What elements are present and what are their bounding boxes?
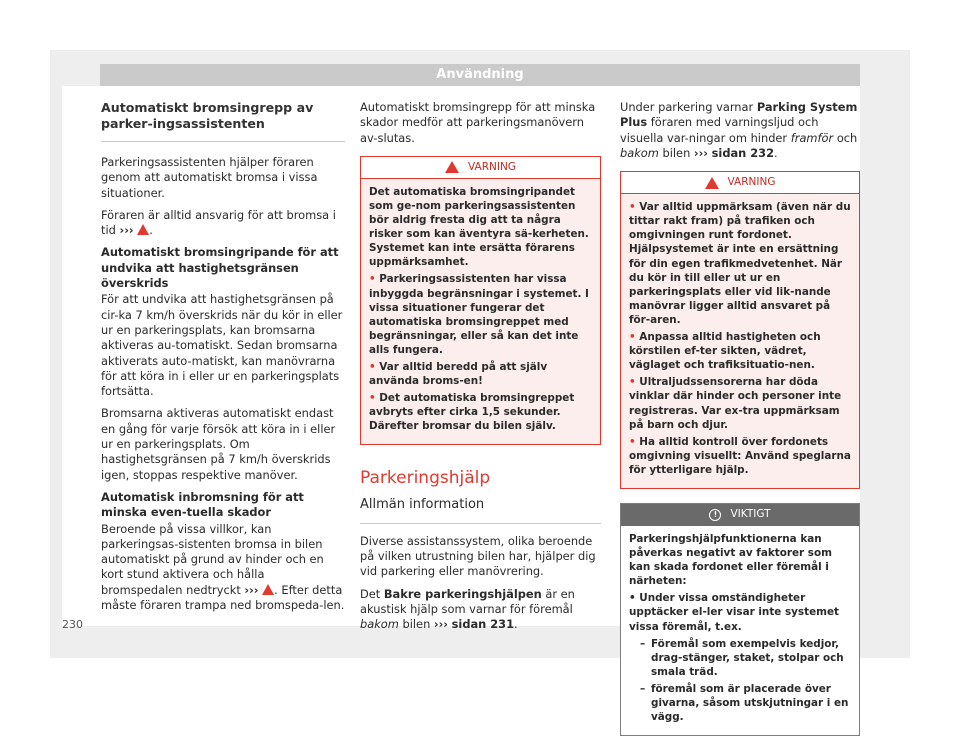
paragraph: Automatiskt bromsingrepp för att minska skador medför att parkeringsmanövern av-slutas. <box>360 100 596 145</box>
warning-item: • Var alltid beredd på att själv använda broms-en! <box>369 361 548 388</box>
paragraph: Under parkering varnar Parking System Plus föraren med varningsljud och visuella var-ningar om hinder framför och bakom bilen ››› sidan 232. <box>620 100 858 160</box>
paragraph: Diverse assistanssystem, olika beroende på vilken utrustning bilen har, hjälper dig vid parkering eller manövrering. <box>360 533 596 579</box>
section-title: Allmän information <box>360 489 601 523</box>
paragraph: Parkeringsassistenten hjälper föraren genom att automatiskt bromsa i vissa situationer. <box>101 155 318 200</box>
page-reference[interactable]: sidan 232 <box>711 145 775 160</box>
note-text: Parkeringshjälpfunktionerna kan påverkas negativt av faktorer som kan skada fordonet eller föremål i närheten: <box>629 532 832 588</box>
note-subitem: – föremål som är placerade över givarna, såsom utskjutningar i en vägg. <box>640 682 849 724</box>
warning-item: • Ultraljudssensorerna har döda vinklar där hinder och personer inte registreras. Var ex-tra uppmärksam på barn och djur. <box>629 376 842 431</box>
warning-text: Det automatiska bromsingripandet som ge-nom parkeringsassistenten bör aldrig fresta dig att ta några risker som kan äventyra sä-kerheten. Systemet kan inte ersätta förarens uppmärksamhet. <box>369 185 589 269</box>
section-title: Automatiskt bromsingrepp av parker-ingsassistenten <box>101 100 345 142</box>
page-number: 230 <box>62 618 83 631</box>
column-2 <box>360 100 601 640</box>
warning-header: VARNING <box>621 172 859 194</box>
note-item: • Under vissa omständigheter upptäcker el-ler visar inte systemet vissa föremål, t.ex. <box>629 592 839 633</box>
warning-item: • Ha alltid kontroll över fordonets omgivning visuellt: Använd speglarna för ytterligare hjälp. <box>629 435 851 476</box>
page-reference[interactable]: sidan 231 <box>451 617 515 632</box>
note-header: ! VIKTIGT <box>621 504 859 526</box>
warning-icon <box>445 161 459 173</box>
warning-item: • Anpassa alltid hastigheten och körstilen ef-ter sikten, vädret, väglaget och trafiksituatio-nen. <box>629 331 821 372</box>
warning-item: • Det automatiska bromsingreppet avbryts efter cirka 1,5 sekunder. Därefter bromsar du bilen själv. <box>369 392 575 433</box>
warning-box <box>360 156 601 446</box>
warning-box <box>620 171 860 489</box>
warning-icon <box>262 584 274 595</box>
info-icon: ! <box>709 509 721 521</box>
reference-arrow[interactable]: ››› <box>693 145 709 160</box>
chapter-header: Användning <box>100 64 860 86</box>
paragraph: Föraren är alltid ansvarig för att bromsa i tid ››› . <box>101 207 336 238</box>
paragraph: Bromsarna aktiveras automatiskt endast en gång för varje försök att köra in i eller ur en parkeringsplats. Om hastighetsgränsen på 7 km/h överskrids igen, stoppas respektive manöver. <box>101 406 336 482</box>
paragraph: Beroende på vissa villkor, kan parkeringsas-sistenten bromsa in bilen automatiskt på grund av hinder och en kort stund aktivera och hålla bromspedalen nedtryckt ››› . Efter detta måste föraren trampa ned bromspeda-len. <box>101 521 345 613</box>
reference-arrow[interactable]: ››› <box>244 582 259 597</box>
subheading: Automatiskt bromsingripande för att undvika att hastighetsgränsen överskrids <box>101 245 339 291</box>
warning-header: VARNING <box>361 157 600 179</box>
note-subitem: – Föremål som exempelvis kedjor, drag-stänger, staket, stolpar och smala träd. <box>640 637 844 678</box>
warning-item: • Parkeringsassistenten har vissa inbyggda begränsningar i systemet. I vissa situationer fungerar det automatiska bromsingreppet med begränsningar, eller så kan det inte alls fungera. <box>369 273 589 356</box>
chapter-title: Parkeringshjälp <box>360 468 491 489</box>
paragraph: För att undvika att hastighetsgränsen på cir-ka 7 km/h överskrids när du kör in eller ur en parkeringsplats, kan bromsarna aktiveras au-tomatiskt. Sedan bromsarna aktiverats auto-matiskt, kan manövrarna för att köra in i eller ur en parkeringsplats fortsätta. <box>101 292 343 399</box>
reference-arrow[interactable]: ››› <box>433 617 449 632</box>
warning-item: • Var alltid uppmärksam (även när du tittar rakt fram) på trafiken och omgivningen runt fordonet. Hjälpsystemet är inte en ersättning för din egen trafikmedvetenhet. När du kör in till eller ut ur en parkeringsplats eller vid lik-nande manövrar ligger alltid ansvaret på för-aren. <box>629 201 851 326</box>
subheading: Automatisk inbromsning för att minska even-tuella skador <box>101 489 304 520</box>
reference-arrow[interactable]: ››› <box>119 223 134 238</box>
warning-icon <box>705 177 719 189</box>
note-box <box>620 503 860 736</box>
warning-icon <box>137 224 149 235</box>
column-3 <box>620 100 860 736</box>
paragraph: Det Bakre parkeringshjälpen är en akustisk hjälp som varnar för föremål bakom bilen ››› sidan 231. <box>360 586 575 632</box>
column-1 <box>101 100 345 620</box>
